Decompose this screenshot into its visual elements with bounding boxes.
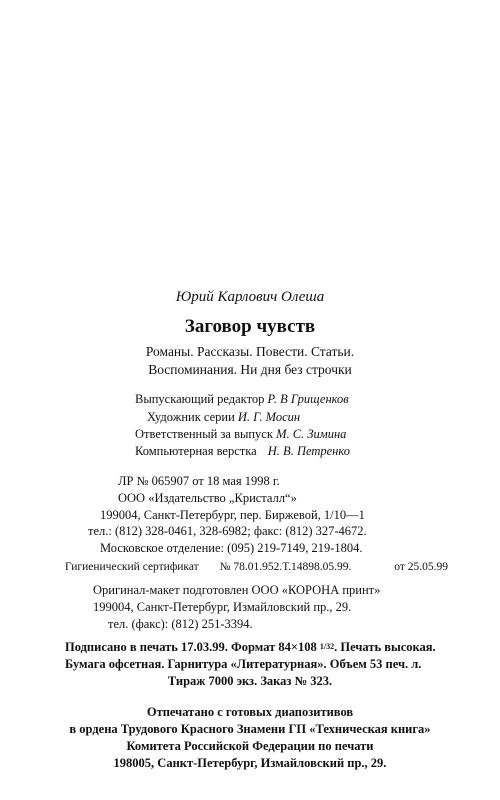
publisher-name: ООО «Издательство „Кристалл“» — [118, 491, 297, 505]
credit-name: М. С. Зимина — [276, 427, 347, 441]
credit-role: Ответственный за выпуск — [135, 427, 273, 441]
printer-line-2: в ордена Трудового Красного Знамени ГП «Техническая книга» — [69, 722, 431, 736]
printer-line-4: 198005, Санкт-Петербург, Измайловский пр., 29. — [113, 756, 387, 770]
credit-role: Художник серии — [147, 410, 235, 424]
layout-maker-line-1: Оригинал-макет подготовлен ООО «КОРОНА принт» — [93, 583, 381, 597]
publisher-phones: тел.: (812) 328-0461, 328-6982; факс: (812) 327-4672. — [88, 524, 367, 538]
hygiene-date: от 25.05.99 — [394, 561, 449, 573]
print-format-fraction: 1/32 — [319, 642, 335, 651]
layout-maker-line-3: тел. (факс): (812) 251-3394. — [108, 617, 253, 631]
author-name: Юрий Карлович Олеша — [175, 289, 325, 305]
credit-editor — [135, 392, 349, 406]
genres-line-1: Романы. Рассказы. Повести. Статьи. — [145, 344, 355, 359]
genres-line-2: Воспоминания. Ни дня без строчки — [148, 362, 352, 377]
print-signed-end: . Печать высокая. — [334, 640, 436, 654]
book-title: Заговор чувств — [184, 316, 316, 337]
print-signed — [65, 640, 436, 654]
printer-line-1: Отпечатано с готовых диапозитивов — [146, 705, 354, 719]
print-paper: Бумага офсетная. Гарнитура «Литературная». Объем 53 печ. л. — [65, 657, 422, 671]
moscow-office: Московское отделение: (095) 219-7149, 219-1804. — [100, 541, 363, 555]
print-signed-text: Подписано в печать 17.03.99. Формат 84×108 — [65, 640, 317, 654]
license-number: ЛР № 065907 от 18 мая 1998 г. — [118, 474, 280, 488]
hygiene-label: Гигиенический сертификат — [65, 561, 199, 573]
credit-layout — [135, 444, 350, 458]
print-run: Тираж 7000 экз. Заказ № 323. — [167, 674, 333, 688]
credit-artist — [147, 410, 300, 424]
credit-responsible — [135, 427, 346, 441]
hygiene-certificate — [65, 560, 448, 574]
layout-maker-line-2: 199004, Санкт-Петербург, Измайловский пр., 29. — [93, 600, 352, 614]
credit-role: Выпускающий редактор — [135, 392, 265, 406]
publisher-address: 199004, Санкт-Петербург, пер. Биржевой, 1/10—1 — [100, 508, 365, 522]
hygiene-number: № 78.01.952.Т.14898.05.99. — [219, 561, 352, 573]
credit-name: Р. В Грищенков — [267, 392, 349, 406]
credit-role: Компьютерная верстка — [135, 444, 257, 458]
credit-name: Н. В. Петренко — [267, 444, 351, 458]
credit-name: И. Г. Мосин — [237, 410, 301, 424]
printer-line-3: Комитета Российской Федерации по печати — [126, 739, 374, 753]
